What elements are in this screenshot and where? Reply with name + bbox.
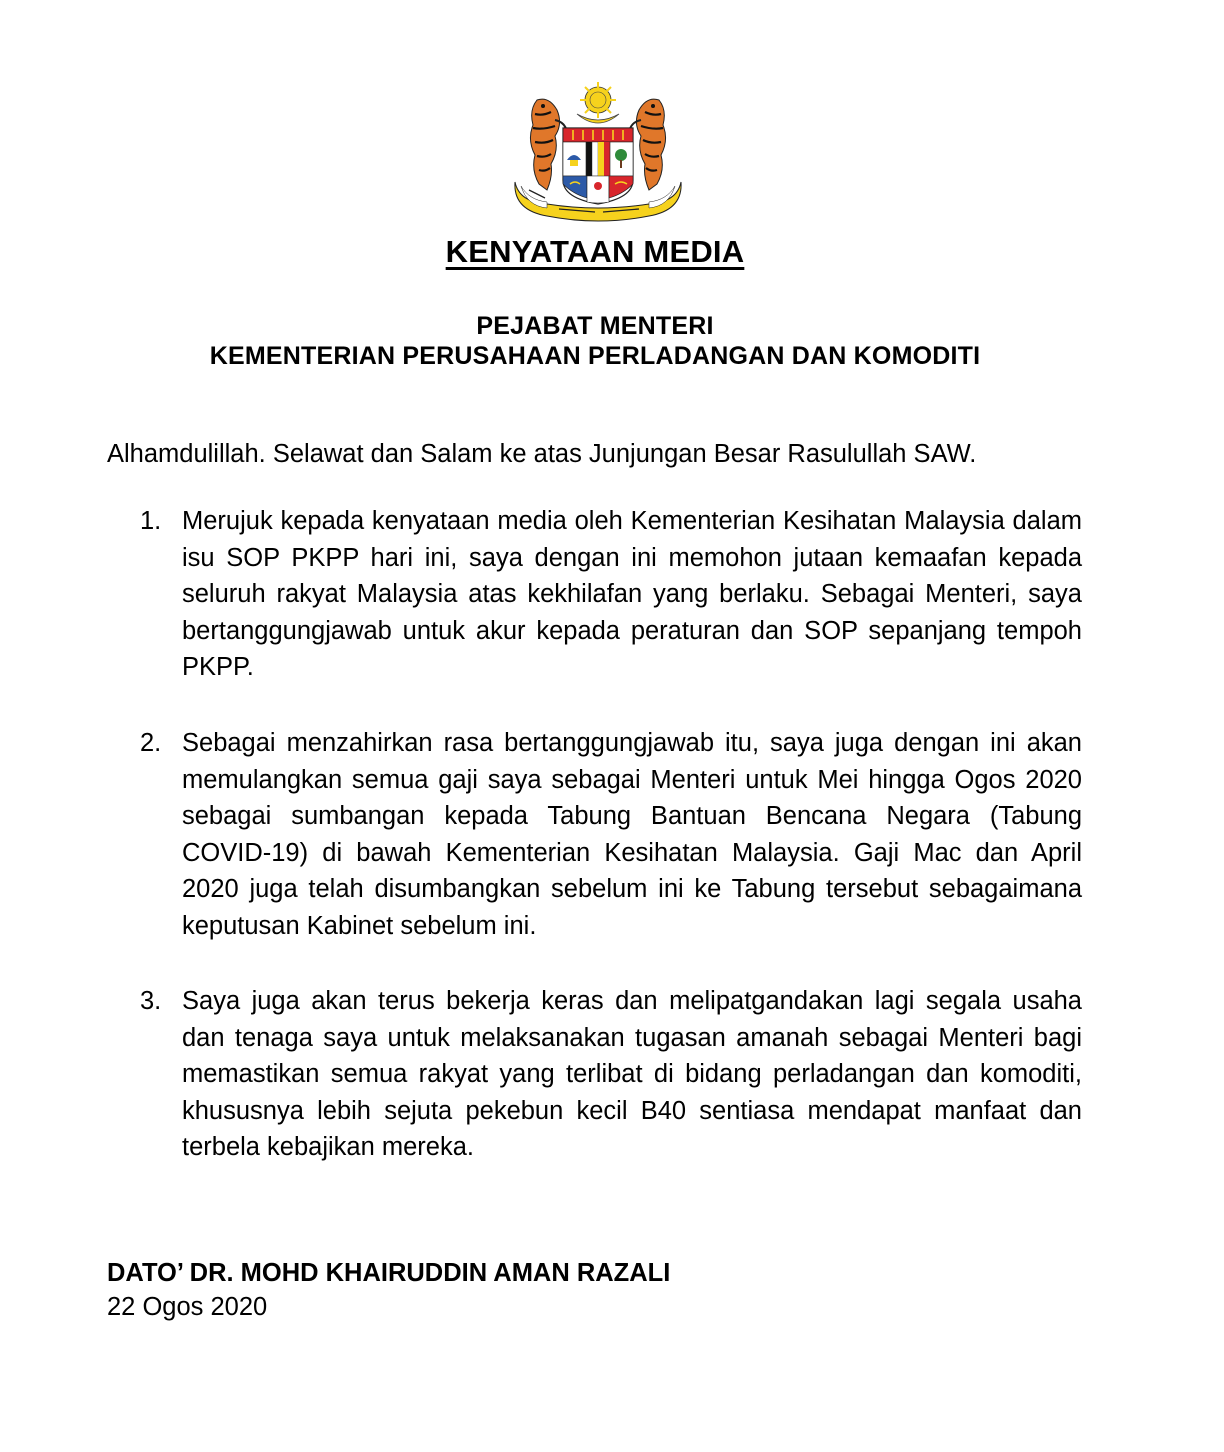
point-text: Sebagai menzahirkan rasa bertanggungjawab itu, saya juga dengan ini akan memulangkan semua gaji saya sebagai Menteri untuk Mei hingga Ogos 2020 sebagai sumbangan kepada Tabung Bantuan Bencana Negara (Tabung COVID-19) di bawah Kementerian Kesihatan Malaysia. Gaji Mac dan April 2020 juga telah disumbangkan sebelum ini ke Tabung tersebut sebagaimana keputusan Kabinet sebelum ini. [182, 729, 1082, 940]
numbered-point [140, 503, 1082, 686]
page-title: KENYATAAN MEDIA [445, 234, 745, 269]
shield-icon [563, 128, 633, 204]
point-text: Saya juga akan terus bekerja keras dan melipatgandakan lagi segala usaha dan tenaga saya untuk melaksanakan tugasan amanah sebagai Menteri bagi memastikan semua rakyat yang terlibat di bidang perladangan dan komoditi, khususnya lebih sejuta pekebun kecil B40 sentiasa mendapat manfaat dan terbela kebajikan mereka. [182, 987, 1082, 1162]
point-number: 2. [140, 729, 162, 757]
statement-date: 22 Ogos 2020 [107, 1293, 268, 1321]
federal-star-icon [580, 82, 616, 118]
numbered-point [140, 725, 1082, 945]
point-number: 3. [140, 987, 162, 1015]
left-tiger-icon [530, 99, 567, 190]
office-line-1: PEJABAT MENTERI [476, 312, 714, 340]
malaysia-coat-of-arms-icon [507, 80, 689, 225]
signer-name: DATO’ DR. MOHD KHAIRUDDIN AMAN RAZALI [107, 1259, 671, 1287]
office-line-2: KEMENTERIAN PERUSAHAAN PERLADANGAN DAN KOMODITI [209, 342, 981, 370]
point-number: 1. [140, 507, 162, 535]
numbered-point [140, 983, 1082, 1166]
right-tiger-icon [629, 99, 666, 190]
point-text: Merujuk kepada kenyataan media oleh Kementerian Kesihatan Malaysia dalam isu SOP PKPP hari ini, saya dengan ini memohon jutaan kemaafan kepada seluruh rakyat Malaysia atas kekhilafan yang berlaku. Sebagai Menteri, saya bertanggungjawab untuk akur kepada peraturan dan SOP sepanjang tempoh PKPP. [182, 507, 1082, 682]
salutation: Alhamdulillah. Selawat dan Salam ke atas Junjungan Besar Rasulullah SAW. [107, 440, 977, 468]
